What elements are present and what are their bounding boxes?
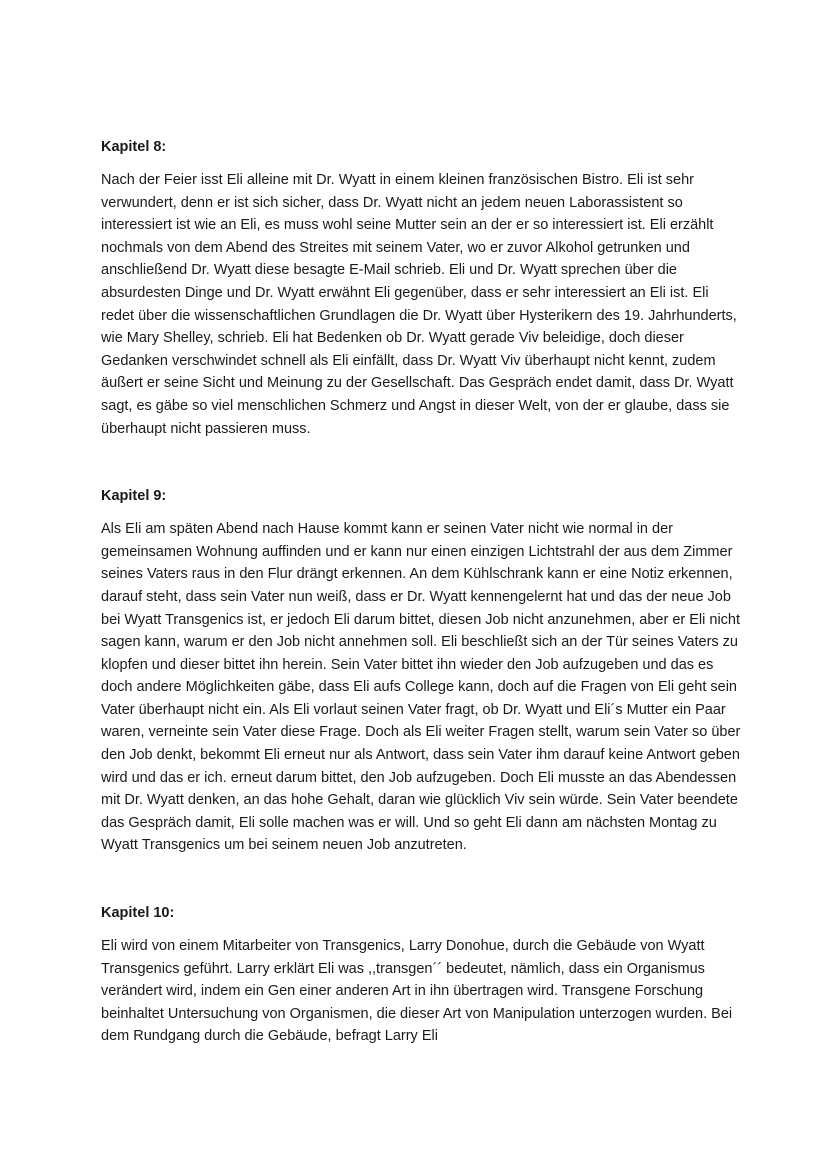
chapter-title: Kapitel 8:: [101, 139, 167, 155]
chapter-10: [101, 902, 741, 1048]
chapter-body: Eli wird von einem Mitarbeiter von Transgenics, Larry Donohue, durch die Gebäude von Wyatt Transgenics geführt. Larry erklärt Eli was ,,transgen´´ bedeutet, nämlich, dass ein Organismus verändert wird, indem ein Gen einer anderen Art in ihn übertragen wird. Transgene Forschung beinhaltet Untersuchung von Organismen, die dieser Art von Manipulation unterzogen wurden. Bei dem Rundgang durch die Gebäude, befragt Larry Eli: [101, 938, 733, 1045]
chapter-9: [101, 485, 741, 857]
chapter-body: Als Eli am späten Abend nach Hause kommt kann er seinen Vater nicht wie normal in der gemeinsamen Wohnung auffinden und er kann nur einen einzigen Lichtstrahl der aus dem Zimmer seines Vaters raus in den Flur drängt erkennen. An dem Kühlschrank kann er eine Notiz erkennen, darauf steht, dass sein Vater nun weiß, dass er Dr. Wyatt kennengelernt hat und das der neue Job bei Wyatt Transgenics ist, er jedoch Eli darum bittet, diesen Job nicht anzunehmen, aber er Eli nicht sagen kann, warum er den Job nicht annehmen soll. Eli beschließt sich an der Tür seines Vaters zu klopfen und dieser bittet ihn herein. Sein Vater bittet ihn wieder den Job aufzugeben und das es doch andere Möglichkeiten gäbe, dass Eli aufs College kann, doch auf die Fragen von Eli geht sein Vater überhaupt nicht ein. Als Eli vorlaut seinen Vater fragt, ob Dr. Wyatt und Eli´s Mutter ein Paar waren, verneinte sein Vater diese Frage. Doch als Eli weiter Fragen stellt, warum sein Vater so über den Job denkt, bekommt Eli erneut nur als Antwort, dass sein Vater ihm darauf keine Antwort geben wird und das er ich. erneut darum bittet, den Job aufzugeben. Doch Eli musste an das Abendessen mit Dr. Wyatt denken, an das hohe Gehalt, daran wie glücklich Viv sein würde. Sein Vater beendete das Gespräch damit, Eli solle machen was er will. Und so geht Eli dann am nächsten Montag zu Wyatt Transgenics um bei seinem neuen Job anzutreten.: [101, 521, 741, 854]
chapter-title: Kapitel 9:: [101, 488, 167, 505]
chapter-8: [101, 136, 741, 440]
document-page: [101, 136, 741, 1048]
chapter-title: Kapitel 10:: [101, 905, 175, 922]
chapter-body: Nach der Feier isst Eli alleine mit Dr. Wyatt in einem kleinen französischen Bistro. Eli ist sehr verwundert, denn er ist sich sicher, dass Dr. Wyatt nicht an jedem neuen Laborassistent so interessiert ist wie an Eli, es muss wohl seine Mutter sein an der er so interessiert ist. Eli erzählt nochmals von dem Abend des Streites mit seinem Vater, wo er zuvor Alkohol getrunken und anschließend Dr. Wyatt diese besagte E-Mail schrieb. Eli und Dr. Wyatt sprechen über die absurdesten Dinge und Dr. Wyatt erwähnt Eli gegenüber, dass er sehr interessiert an Eli ist. Eli redet über die wissenschaftlichen Grundlagen die Dr. Wyatt über Hysterikern des 19. Jahrhunderts, wie Mary Shelley, schrieb. Eli hat Bedenken ob Dr. Wyatt gerade Viv beleidige, doch dieser Gedanken verschwindet schnell als Eli einfällt, dass Dr. Wyatt Viv überhaupt nicht kennt, zudem äußert er seine Sicht und Meinung zu der Gesellschaft. Das Gespräch endet damit, dass Dr. Wyatt sagt, es gäbe so viel menschlichen Schmerz und Angst in dieser Welt, von der er glaube, dass sie überhaupt nicht passieren muss.: [101, 172, 737, 437]
